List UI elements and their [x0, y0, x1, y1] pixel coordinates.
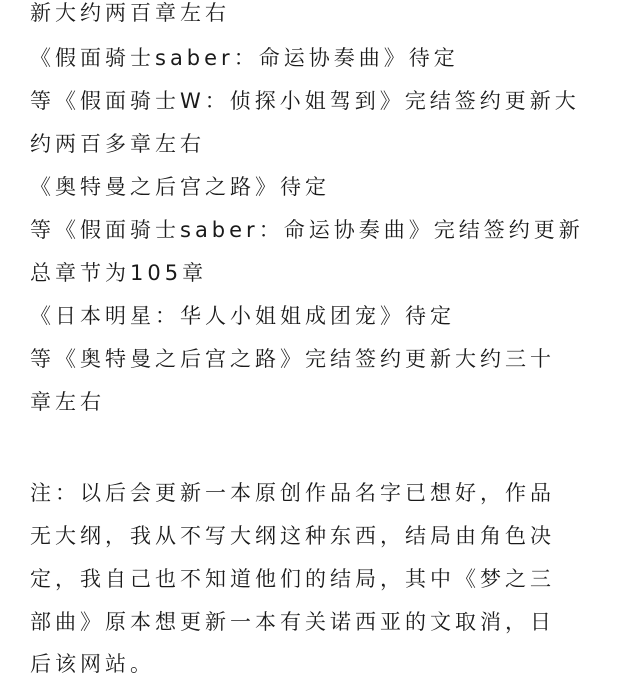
note-line-2: 无大纲，我从不写大纲这种东西，结局由角色决 — [30, 524, 555, 548]
text-line-6: 等《假面骑士saber：命运协奏曲》完结签约更新 — [30, 218, 584, 242]
note-line-1: 注：以后会更新一本原创作品名字已想好，作品 — [30, 481, 555, 505]
text-line-9: 等《奥特曼之后宫之路》完结签约更新大约三十 — [30, 347, 555, 371]
text-line-4: 约两百多章左右 — [30, 132, 205, 156]
text-line-10: 章左右 — [30, 390, 105, 414]
text-line-3: 等《假面骑士W：侦探小姐驾到》完结签约更新大 — [30, 89, 580, 113]
note-line-3: 定，我自己也不知道他们的结局，其中《梦之三 — [30, 567, 555, 591]
text-line-8: 《日本明星：华人小姐姐成团宠》待定 — [30, 304, 455, 328]
note-line-4: 部曲》原本想更新一本有关诺西亚的文取消，日 — [30, 610, 555, 634]
text-line-7: 总章节为105章 — [30, 261, 208, 285]
text-line-1: 新大约两百章左右 — [30, 1, 230, 25]
text-line-2: 《假面骑士saber：命运协奏曲》待定 — [30, 46, 459, 70]
note-line-5: 后该网站。 — [30, 652, 155, 676]
text-line-5: 《奥特曼之后宫之路》待定 — [30, 175, 330, 199]
